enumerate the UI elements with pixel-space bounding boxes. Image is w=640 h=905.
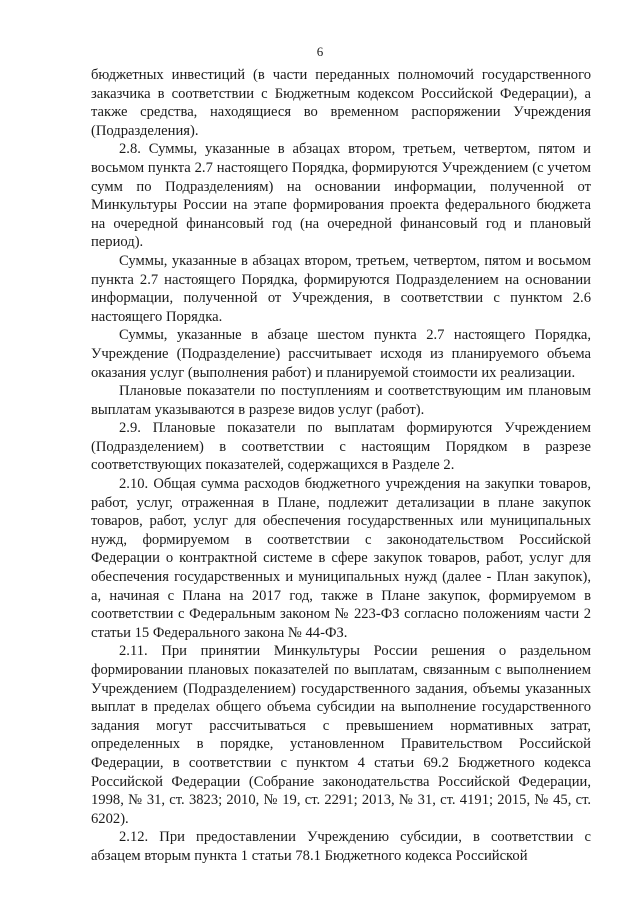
paragraph-2-8-planned-indicators: Плановые показатели по поступлениям и соответствующим им плановым выплатам указываются в разрезе видов услуг (работ). (91, 383, 591, 418)
paragraph-2-11: 2.11. При принятии Минкультуры России решения о раздельном формировании плановых показателей по выплатам, связанным с выполнением Учреждением (Подразделением) государственного задания, объемы указанных выплат в пределах общего объема субсидии на выполнение государственного задания могут рассчитываться с превышением нормативных затрат, определенных в порядке, установленном Правительством Российской Федерации, в соответствии с пунктом 4 статьи 69.2 Бюджетного кодекса Российской Федерации (Собрание законодательства Российской Федерации, 1998, № 31, ст. 3823; 2010, № 19, ст. 2291; 2013, № 31, ст. 4191; 2015, № 45, ст. 6202). (91, 643, 591, 827)
document-body (91, 66, 591, 866)
paragraph-continuation: бюджетных инвестиций (в части переданных полномочий государственного заказчика в соответствии с Бюджетным кодексом Российской Федерации), а также средства, находящиеся во временном распоряжении Учреждения (Подразделения). (91, 67, 591, 139)
paragraph-2-9: 2.9. Плановые показатели по выплатам формируются Учреждением (Подразделением) в соответствии с настоящим Порядком в разрезе соответствующих показателей, содержащихся в Разделе 2. (91, 420, 591, 474)
paragraph-2-12: 2.12. При предоставлении Учреждению субсидии, в соответствии с абзацем вторым пункта 1 статьи 78.1 Бюджетного кодекса Российской (91, 829, 591, 864)
paragraph-2-8: 2.8. Суммы, указанные в абзацах втором, третьем, четвертом, пятом и восьмом пункта 2.7 настоящего Порядка, формируются Учреждением (с учетом сумм по Подразделениям) на основании информации, полученной от Минкультуры России на этапе формирования проекта федерального бюджета на очередной финансовый год (на очередной финансовый год и плановый период). (91, 141, 591, 251)
page-number: 6 (316, 44, 324, 59)
paragraph-2-8-sums-subdivision: Суммы, указанные в абзацах втором, третьем, четвертом, пятом и восьмом пункта 2.7 настоящего Порядка, формируются Подразделением на основании информации, полученной от Учреждения, в соответствии с пунктом 2.6 настоящего Порядка. (91, 252, 591, 325)
paragraph-2-10: 2.10. Общая сумма расходов бюджетного учреждения на закупки товаров, работ, услуг, отраженная в Плане, подлежит детализации в плане закупок товаров, работ, услуг для обеспечения государственных или муниципальных нужд, формируемом в соответствии с законодательством Российской Федерации о контрактной системе в сфере закупок товаров, работ, услуг для обеспечения государственных и муниципальных нужд (далее - План закупок), а, начиная с Плана на 2017 год, также в Плане закупок, формируемом в соответствии с Федеральным законом № 223-ФЗ согласно положениям части 2 статьи 15 Федерального закона № 44-ФЗ. (91, 476, 591, 641)
paragraph-2-8-sums-sixth: Суммы, указанные в абзаце шестом пункта 2.7 настоящего Порядка, Учреждение (Подразделение) рассчитывает исходя из планируемого объема оказания услуг (выполнения работ) и планируемой стоимости их реализации. (91, 327, 591, 381)
